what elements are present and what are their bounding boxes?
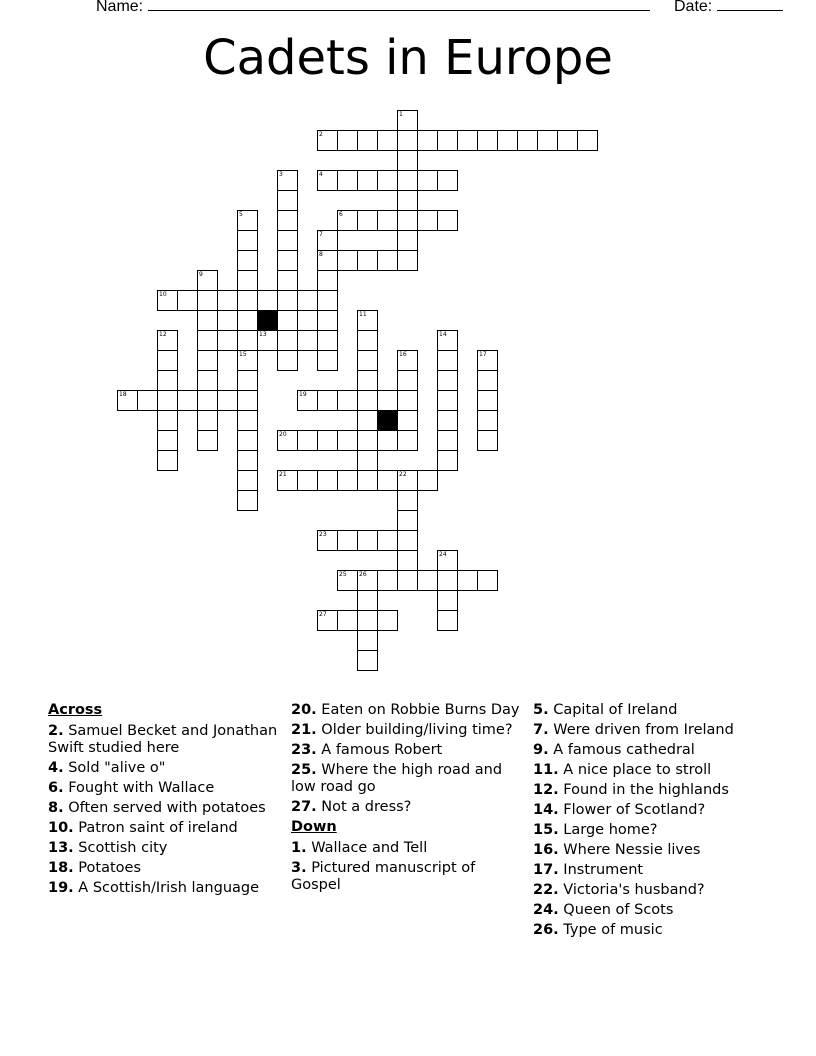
clue-number: 23.: [291, 742, 317, 758]
clue-number: 8.: [48, 800, 64, 816]
crossword-cell[interactable]: [417, 170, 438, 191]
clue-item: [533, 722, 773, 739]
crossword-cell[interactable]: [517, 130, 538, 151]
crossword-cell[interactable]: [457, 130, 478, 151]
clue-text: Type of music: [558, 922, 663, 938]
clue-number-label: 20: [279, 431, 287, 438]
clue-number: 9.: [533, 742, 549, 758]
crossword-cell[interactable]: [237, 390, 258, 411]
crossword-cell[interactable]: [397, 210, 418, 231]
crossword-cell[interactable]: [377, 430, 398, 451]
crossword-cell[interactable]: [197, 330, 218, 351]
clue-item: [533, 882, 773, 899]
crossword-cell[interactable]: [217, 290, 238, 311]
clue-item: [48, 880, 278, 897]
crossword-cell[interactable]: [397, 250, 418, 271]
crossword-cell[interactable]: [477, 130, 498, 151]
clue-text: Instrument: [558, 862, 644, 878]
crossword-cell[interactable]: [237, 330, 258, 351]
clues-column-3: [533, 702, 773, 942]
crossword-cell[interactable]: [357, 590, 378, 611]
crossword-cell[interactable]: [417, 130, 438, 151]
clue-text: Victoria's husband?: [558, 882, 705, 898]
clue-number-label: 17: [479, 351, 487, 358]
crossword-cell[interactable]: [377, 170, 398, 191]
crossword-cell[interactable]: [397, 570, 418, 591]
clue-item: [533, 922, 773, 939]
crossword-cell[interactable]: [357, 370, 378, 391]
crossword-cell[interactable]: [437, 610, 458, 631]
clue-number-label: 2: [319, 131, 323, 138]
clue-number: 11.: [533, 762, 559, 778]
clue-number-label: 12: [159, 331, 167, 338]
crossword-cell[interactable]: [357, 450, 378, 471]
clue-number: 15.: [533, 822, 559, 838]
clue-number: 2.: [48, 723, 64, 739]
crossword-cell[interactable]: [437, 590, 458, 611]
crossword-cell[interactable]: [177, 290, 198, 311]
clue-number-label: 8: [319, 251, 323, 258]
crossword-cell[interactable]: [157, 450, 178, 471]
crossword-cell[interactable]: [217, 390, 238, 411]
crossword-cell[interactable]: [437, 390, 458, 411]
crossword-cell[interactable]: [317, 310, 338, 331]
crossword-cell[interactable]: [157, 350, 178, 371]
clue-item: [533, 902, 773, 919]
clue-number: 16.: [533, 842, 559, 858]
crossword-cell[interactable]: [397, 490, 418, 511]
clue-number-label: 3: [279, 171, 283, 178]
crossword-cell[interactable]: [237, 470, 258, 491]
crossword-cell[interactable]: [217, 330, 238, 351]
clue-item: [533, 742, 773, 759]
crossword-cell[interactable]: [437, 370, 458, 391]
crossword-cell[interactable]: [297, 330, 318, 351]
crossword-cell[interactable]: [197, 430, 218, 451]
clue-number-label: 5: [239, 211, 243, 218]
crossword-cell[interactable]: [357, 610, 378, 631]
crossword-cell[interactable]: [317, 350, 338, 371]
crossword-cell[interactable]: [417, 470, 438, 491]
clue-item: [48, 780, 278, 797]
clue-number: 25.: [291, 762, 317, 778]
clue-number: 3.: [291, 860, 307, 876]
clue-text: Often served with potatoes: [63, 800, 266, 816]
crossword-cell[interactable]: [317, 470, 338, 491]
clue-item: [48, 860, 278, 877]
crossword-cell[interactable]: [237, 230, 258, 251]
crossword-cell[interactable]: [197, 370, 218, 391]
clue-number: 12.: [533, 782, 559, 798]
clue-item: [291, 860, 521, 894]
crossword-cell[interactable]: [237, 450, 258, 471]
clue-item: [533, 822, 773, 839]
clue-text: Where the high road and low road go: [291, 762, 503, 795]
clue-number-label: 6: [339, 211, 343, 218]
clue-text: Wallace and Tell: [306, 840, 428, 856]
clue-text: Pictured manuscript of Gospel: [291, 860, 476, 893]
crossword-cell[interactable]: [237, 410, 258, 431]
clue-number-label: 7: [319, 231, 323, 238]
crossword-cell[interactable]: [237, 490, 258, 511]
crossword-cell[interactable]: [157, 390, 178, 411]
crossword-cell[interactable]: [357, 170, 378, 191]
crossword-cell[interactable]: [237, 310, 258, 331]
clue-item: [533, 762, 773, 779]
crossword-cell[interactable]: [437, 130, 458, 151]
clue-text: Queen of Scots: [558, 902, 674, 918]
clue-text: Older building/living time?: [316, 722, 513, 738]
clue-item: [48, 800, 278, 817]
page-title: Cadets in Europe: [203, 30, 613, 86]
clue-text: Not a dress?: [316, 799, 412, 815]
clue-number-label: 13: [259, 331, 267, 338]
clue-text: A Scottish/Irish language: [73, 880, 260, 896]
crossword-cell[interactable]: [197, 290, 218, 311]
clue-number-label: 11: [359, 311, 367, 318]
crossword-cell[interactable]: [377, 130, 398, 151]
clue-number-label: 27: [319, 611, 327, 618]
crossword-cell[interactable]: [357, 250, 378, 271]
clue-number: 21.: [291, 722, 317, 738]
clue-number: 22.: [533, 882, 559, 898]
crossword-cell[interactable]: [317, 330, 338, 351]
crossword-cell[interactable]: [277, 230, 298, 251]
crossword-cell[interactable]: [337, 430, 358, 451]
crossword-cell[interactable]: [237, 370, 258, 391]
crossword-cell[interactable]: [477, 370, 498, 391]
clue-text: Were driven from Ireland: [548, 722, 734, 738]
crossword-cell[interactable]: [377, 470, 398, 491]
crossword-cell[interactable]: [197, 410, 218, 431]
crossword-cell[interactable]: [317, 430, 338, 451]
clue-number-label: 26: [359, 571, 367, 578]
crossword-cell[interactable]: [337, 130, 358, 151]
crossword-cell[interactable]: [497, 130, 518, 151]
crossword-cell[interactable]: [317, 390, 338, 411]
clue-number-label: 9: [199, 271, 203, 278]
crossword-cell[interactable]: [297, 430, 318, 451]
crossword-cell[interactable]: [157, 430, 178, 451]
clue-item: [533, 842, 773, 859]
clue-number-label: 4: [319, 171, 323, 178]
clue-text: Capital of Ireland: [548, 702, 678, 718]
crossword-cell[interactable]: [397, 430, 418, 451]
clue-number-label: 19: [299, 391, 307, 398]
crossword-cell[interactable]: [277, 210, 298, 231]
clue-number: 27.: [291, 799, 317, 815]
crossword-cell[interactable]: [137, 390, 158, 411]
clue-number: 26.: [533, 922, 559, 938]
crossword-cell[interactable]: [397, 170, 418, 191]
clue-number: 1.: [291, 840, 307, 856]
crossword-cell[interactable]: [277, 290, 298, 311]
crossword-cell[interactable]: [197, 350, 218, 371]
clue-number: 20.: [291, 702, 317, 718]
clue-text: Where Nessie lives: [558, 842, 701, 858]
clue-text: Samuel Becket and Jonathan Swift studied here: [48, 723, 278, 756]
crossword-cell[interactable]: [197, 390, 218, 411]
clue-item: [291, 799, 521, 816]
clue-item: [48, 723, 278, 757]
crossword-cell[interactable]: [237, 270, 258, 291]
crossword-cell[interactable]: [397, 530, 418, 551]
crossword-cell[interactable]: [437, 450, 458, 471]
crossword-cell[interactable]: [437, 430, 458, 451]
crossword-cell[interactable]: [237, 250, 258, 271]
clue-number-label: 25: [339, 571, 347, 578]
crossword-cell[interactable]: [437, 170, 458, 191]
clue-item: [291, 762, 521, 796]
clue-number: 5.: [533, 702, 549, 718]
crossword-cell[interactable]: [257, 290, 278, 311]
clue-number-label: 14: [439, 331, 447, 338]
crossword-cell[interactable]: [377, 210, 398, 231]
crossword-cell[interactable]: [337, 530, 358, 551]
crossword-cell[interactable]: [177, 390, 198, 411]
crossword-cell[interactable]: [337, 470, 358, 491]
crossword-cell[interactable]: [277, 270, 298, 291]
crossword-cell[interactable]: [397, 510, 418, 531]
crossword-cell[interactable]: [397, 150, 418, 171]
crossword-cell[interactable]: [277, 350, 298, 371]
crossword-cell[interactable]: [357, 410, 378, 431]
crossword-cell[interactable]: [337, 170, 358, 191]
black-square: [257, 310, 278, 331]
crossword-cell[interactable]: [317, 270, 338, 291]
crossword-cell[interactable]: [417, 210, 438, 231]
crossword-cell[interactable]: [377, 530, 398, 551]
crossword-cell[interactable]: [397, 230, 418, 251]
crossword-cell[interactable]: [397, 190, 418, 211]
clue-number-label: 10: [159, 291, 167, 298]
clue-item: [533, 702, 773, 719]
crossword-cell[interactable]: [337, 390, 358, 411]
clue-number-label: 24: [439, 551, 447, 558]
date-label: Date:: [674, 0, 783, 16]
clue-item: [291, 722, 521, 739]
crossword-cell[interactable]: [337, 610, 358, 631]
crossword-cell[interactable]: [277, 190, 298, 211]
clue-number: 13.: [48, 840, 74, 856]
crossword-cell[interactable]: [357, 130, 378, 151]
clue-text: Sold "alive o": [63, 760, 166, 776]
crossword-cell[interactable]: [377, 390, 398, 411]
clue-item: [48, 840, 278, 857]
clue-number: 10.: [48, 820, 74, 836]
crossword-cell[interactable]: [297, 470, 318, 491]
clue-number: 24.: [533, 902, 559, 918]
clue-number: 6.: [48, 780, 64, 796]
crossword-cell[interactable]: [397, 130, 418, 151]
clue-text: A famous cathedral: [548, 742, 695, 758]
crossword-cell[interactable]: [237, 290, 258, 311]
clue-text: Fought with Wallace: [63, 780, 215, 796]
clue-text: Flower of Scotland?: [558, 802, 706, 818]
clue-number-label: 22: [399, 471, 407, 478]
crossword-cell[interactable]: [357, 650, 378, 671]
crossword-cell[interactable]: [577, 130, 598, 151]
crossword-cell[interactable]: [357, 530, 378, 551]
clue-item: [291, 742, 521, 759]
crossword-cell[interactable]: [437, 570, 458, 591]
clue-text: Found in the highlands: [558, 782, 729, 798]
clue-text: Patron saint of ireland: [73, 820, 238, 836]
clue-item: [48, 760, 278, 777]
clue-item: [48, 820, 278, 837]
crossword-cell[interactable]: [437, 410, 458, 431]
clue-text: A nice place to stroll: [558, 762, 712, 778]
clue-item: [533, 862, 773, 879]
crossword-cell[interactable]: [357, 390, 378, 411]
crossword-cell[interactable]: [357, 330, 378, 351]
name-label: Name:: [96, 0, 650, 16]
crossword-cell[interactable]: [537, 130, 558, 151]
crossword-cell[interactable]: [397, 550, 418, 571]
crossword-cell[interactable]: [377, 570, 398, 591]
crossword-cell[interactable]: [237, 430, 258, 451]
crossword-cell[interactable]: [477, 410, 498, 431]
crossword-cell[interactable]: [357, 630, 378, 651]
across-heading: Across: [48, 702, 103, 718]
crossword-cell[interactable]: [277, 330, 298, 351]
clue-item: [291, 702, 521, 719]
crossword-cell[interactable]: [477, 570, 498, 591]
crossword-cell[interactable]: [437, 350, 458, 371]
clue-number-label: 23: [319, 531, 327, 538]
crossword-cell[interactable]: [477, 390, 498, 411]
crossword-cell[interactable]: [277, 310, 298, 331]
crossword-cell[interactable]: [297, 290, 318, 311]
crossword-cell[interactable]: [377, 250, 398, 271]
crossword-cell[interactable]: [357, 210, 378, 231]
crossword-cell[interactable]: [357, 350, 378, 371]
crossword-cell[interactable]: [397, 390, 418, 411]
clue-number-label: 16: [399, 351, 407, 358]
clue-text: Large home?: [558, 822, 658, 838]
clue-number: 17.: [533, 862, 559, 878]
crossword-cell[interactable]: [357, 470, 378, 491]
clues-column-1: [48, 702, 278, 900]
crossword-cell[interactable]: [417, 570, 438, 591]
down-heading: Down: [291, 819, 337, 835]
crossword-cell[interactable]: [157, 410, 178, 431]
crossword-cell[interactable]: [337, 250, 358, 271]
crossword-cell[interactable]: [457, 570, 478, 591]
clue-number-label: 1: [399, 111, 403, 118]
crossword-cell[interactable]: [557, 130, 578, 151]
clue-number-label: 18: [119, 391, 127, 398]
clue-item: [533, 802, 773, 819]
crossword-cell[interactable]: [357, 430, 378, 451]
crossword-cell[interactable]: [397, 410, 418, 431]
crossword-cell[interactable]: [437, 210, 458, 231]
clue-number: 19.: [48, 880, 74, 896]
clue-item: [291, 840, 521, 857]
crossword-cell[interactable]: [377, 610, 398, 631]
clue-text: Potatoes: [73, 860, 141, 876]
crossword-cell[interactable]: [197, 310, 218, 331]
crossword-cell[interactable]: [477, 430, 498, 451]
clues-column-2: [291, 702, 521, 897]
crossword-cell[interactable]: [397, 370, 418, 391]
crossword-cell[interactable]: [317, 290, 338, 311]
clue-number-label: 15: [239, 351, 247, 358]
clue-number: 14.: [533, 802, 559, 818]
clue-text: Scottish city: [73, 840, 168, 856]
clue-number: 7.: [533, 722, 549, 738]
clue-number-label: 21: [279, 471, 287, 478]
clue-number: 4.: [48, 760, 64, 776]
clue-text: Eaten on Robbie Burns Day: [316, 702, 520, 718]
crossword-cell[interactable]: [157, 370, 178, 391]
clue-number: 18.: [48, 860, 74, 876]
black-square: [377, 410, 398, 431]
clue-item: [533, 782, 773, 799]
crossword-cell[interactable]: [277, 250, 298, 271]
clue-text: A famous Robert: [316, 742, 443, 758]
